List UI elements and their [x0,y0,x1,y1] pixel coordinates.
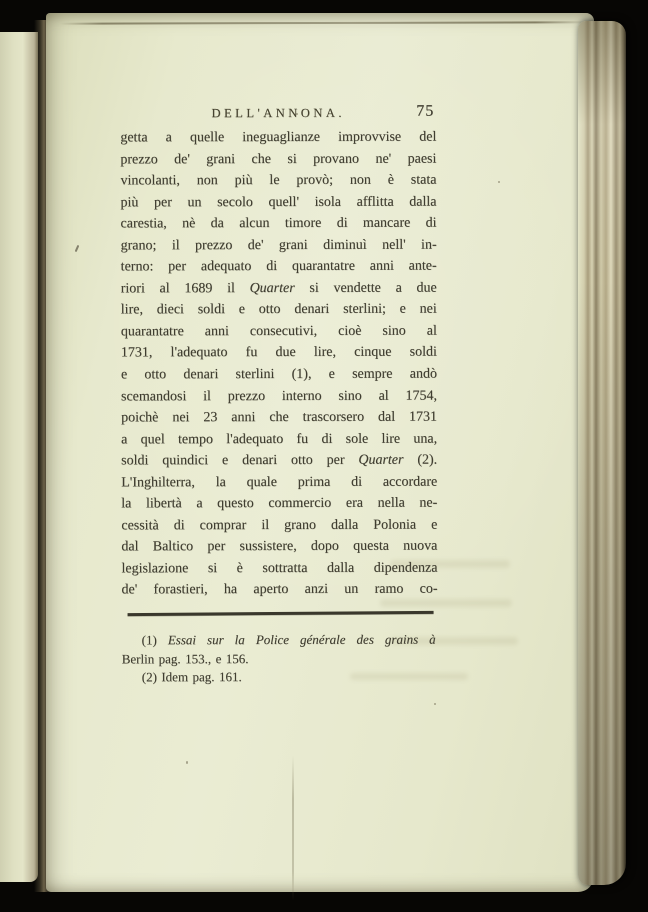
text-segment: vincolanti, non più le provò; non è stata [120,172,437,189]
footnote-line [122,649,436,668]
text-segment: riori al 1689 il [120,280,250,297]
text-segment: si vendette a due [294,280,437,296]
text-segment: carestia, nè da alcun timore di mancare di [120,215,437,232]
text-segment: lire, dieci soldi e otto denari sterlini; e nei [120,301,437,318]
text-segment: prezzo de' grani che si provano ne' paesi [120,151,437,167]
text-segment: grano; il prezzo de' grani diminuì nell' in- [120,237,437,254]
text-line [121,256,437,278]
text-line [121,234,437,256]
text-line [121,579,437,601]
text-line [121,536,437,558]
text-line [121,364,437,386]
footnote-rule [128,611,434,616]
paper-speck [498,181,500,183]
facing-page-edge [0,32,38,882]
text-line [120,148,436,170]
text-line [121,471,437,493]
text-line [121,277,437,299]
text-segment: de' forastieri, ha aperto anzi un ramo co- [121,582,438,598]
footnote-line [122,668,436,687]
text-segment: più per un secolo quell' isola afflitta dalla [120,194,437,211]
text-line [121,450,437,472]
text-line [121,213,437,235]
text-segment: (2) Idem pag. 161. [141,669,242,685]
text-segment: cessità di comprar il grano dalla Polonia e [121,517,438,534]
text-segment: scemandosi il prezzo interno sino al 1754, [120,388,438,404]
footnote-line [122,631,436,650]
italic-text: Essai sur la Police générale des grains à [167,631,436,648]
italic-text: Quarter [249,280,295,296]
text-segment: dal Baltico per sussistere, dopo questa nuova [121,538,438,555]
text-segment: L'Inghilterra, la quale prima di accordare [121,474,438,491]
running-header-title: DELL'ANNONA. [211,105,346,121]
text-segment: legislazione si è sottratta dalla dipendenza [121,560,438,577]
paper-speck [434,703,436,705]
running-header [120,104,436,123]
text-segment: terno: per adequato di quarantatre anni ante- [120,258,437,275]
text-line [121,321,437,343]
page-number: 75 [416,102,435,120]
text-segment: (1) [141,632,168,648]
text-line [121,558,437,580]
italic-text: Quarter [358,452,404,468]
footnotes [122,631,436,688]
text-line [120,127,436,149]
body-text [120,127,437,602]
text-segment: getta a quelle ineguaglianze improvvise del [120,129,437,146]
text-line [121,299,437,321]
book-page [46,13,594,892]
text-segment: a quel tempo l'adequato fu di sole lire una, [121,431,438,448]
text-segment: soldi quindici e denari otto per [121,452,359,469]
page-edge-stack [578,21,626,885]
text-line [121,514,437,536]
paper-blemish [75,245,80,252]
page-content [120,13,438,685]
page-fold-crease [292,755,294,901]
text-line [121,493,437,515]
text-line [121,342,437,364]
page-top-edge-line [60,21,588,24]
text-segment: la libertà a questo commercio era nella ne- [121,495,438,512]
text-line [120,170,436,192]
text-line [121,407,437,429]
text-line [121,385,437,407]
text-segment: poichè nei 23 anni che trascorsero dal 1731 [121,409,438,426]
paper-speck [186,761,188,764]
text-segment: e otto denari sterlini (1), e sempre andò [120,366,437,383]
text-segment: 1731, l'adequato fu due lire, cinque soldi [120,345,437,361]
text-segment: quarantatre anni consecutivi, cioè sino al [120,323,437,340]
text-line [120,191,436,213]
text-segment: (2). [403,452,438,468]
text-segment: Berlin pag. 153., e 156. [121,650,249,667]
text-line [121,428,437,450]
